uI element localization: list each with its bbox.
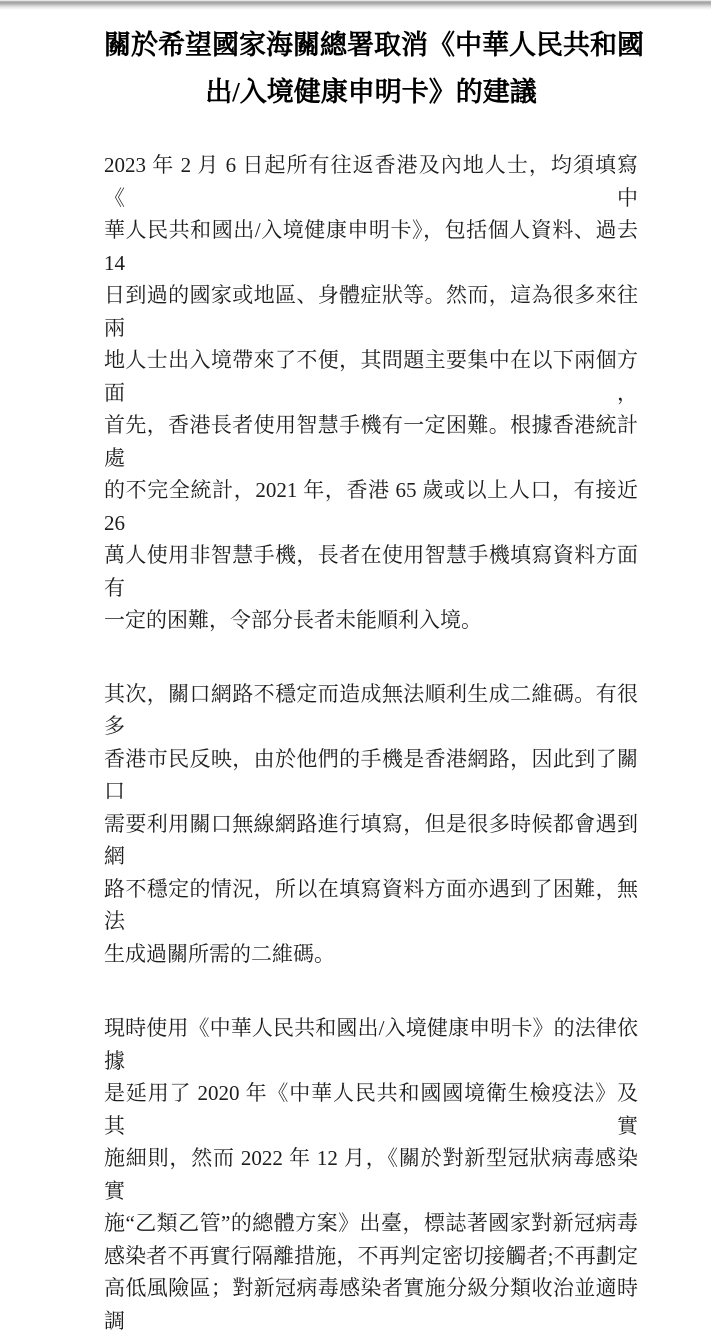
text-line: 的不完全統計，2021 年，香港 65 歲或以上人口，有接近 26 bbox=[104, 478, 638, 535]
document-title-line-1: 關於希望國家海關總署取消《中華人民共和國 bbox=[104, 30, 644, 60]
text-line: 日到過的國家或地區、身體症狀等。然而，這為很多來往兩 bbox=[104, 283, 638, 340]
text-line: 香港市民反映，由於他們的手機是香港網路，因此到了關口 bbox=[104, 746, 638, 803]
text-line: 一定的困難，令部分長者未能順利入境。 bbox=[104, 608, 482, 632]
text-line: 地人士出入境帶來了不便，其問題主要集中在以下兩個方面， bbox=[104, 348, 638, 405]
text-line: 華人民共和國出/入境健康申明卡》，包括個人資料、過去 14 bbox=[104, 218, 638, 275]
document-title-line-2: 出/入境健康申明卡》的建議 bbox=[205, 77, 537, 107]
text-line: 2023 年 2 月 6 日起所有往返香港及內地人士，均須填寫《中 bbox=[104, 153, 638, 210]
text-line: 首先，香港長者使用智慧手機有一定困難。根據香港統計處 bbox=[104, 413, 638, 470]
text-line: 施細則，然而 2022 年 12 月，《關於對新型冠狀病毒感染實 bbox=[104, 1146, 638, 1203]
text-line: 需要利用關口無線網路進行填寫，但是很多時候都會遇到網 bbox=[104, 811, 638, 868]
text-line: 是延用了 2020 年《中華人民共和國國境衛生檢疫法》及其實 bbox=[104, 1081, 638, 1138]
text-line: 感染者不再實行隔離措施，不再判定密切接觸者;不再劃定 bbox=[104, 1243, 638, 1268]
text-line: 現時使用《中華人民共和國出/入境健康申明卡》的法律依據 bbox=[104, 1016, 638, 1073]
document-content bbox=[104, 0, 644, 1337]
text-line: 路不穩定的情況，所以在填寫資料方面亦遇到了困難，無法 bbox=[104, 876, 638, 933]
paragraph bbox=[104, 678, 638, 971]
text-line: 生成過關所需的二維碼。 bbox=[104, 941, 335, 966]
paragraph bbox=[104, 1012, 638, 1337]
text-line: 施“乙類乙管”的總體方案》出臺，標誌著國家對新冠病毒 bbox=[104, 1211, 638, 1235]
text-line: 其次，關口網路不穩定而造成無法順利生成二維碼。有很多 bbox=[104, 681, 638, 738]
document-body bbox=[104, 149, 638, 1337]
paragraph bbox=[104, 149, 638, 637]
document-title bbox=[104, 0, 644, 116]
text-line: 高低風險區；對新冠病毒感染者實施分級分類收治並適時調 bbox=[104, 1276, 638, 1333]
text-line: 萬人使用非智慧手機，長者在使用智慧手機填寫資料方面有 bbox=[104, 543, 638, 600]
